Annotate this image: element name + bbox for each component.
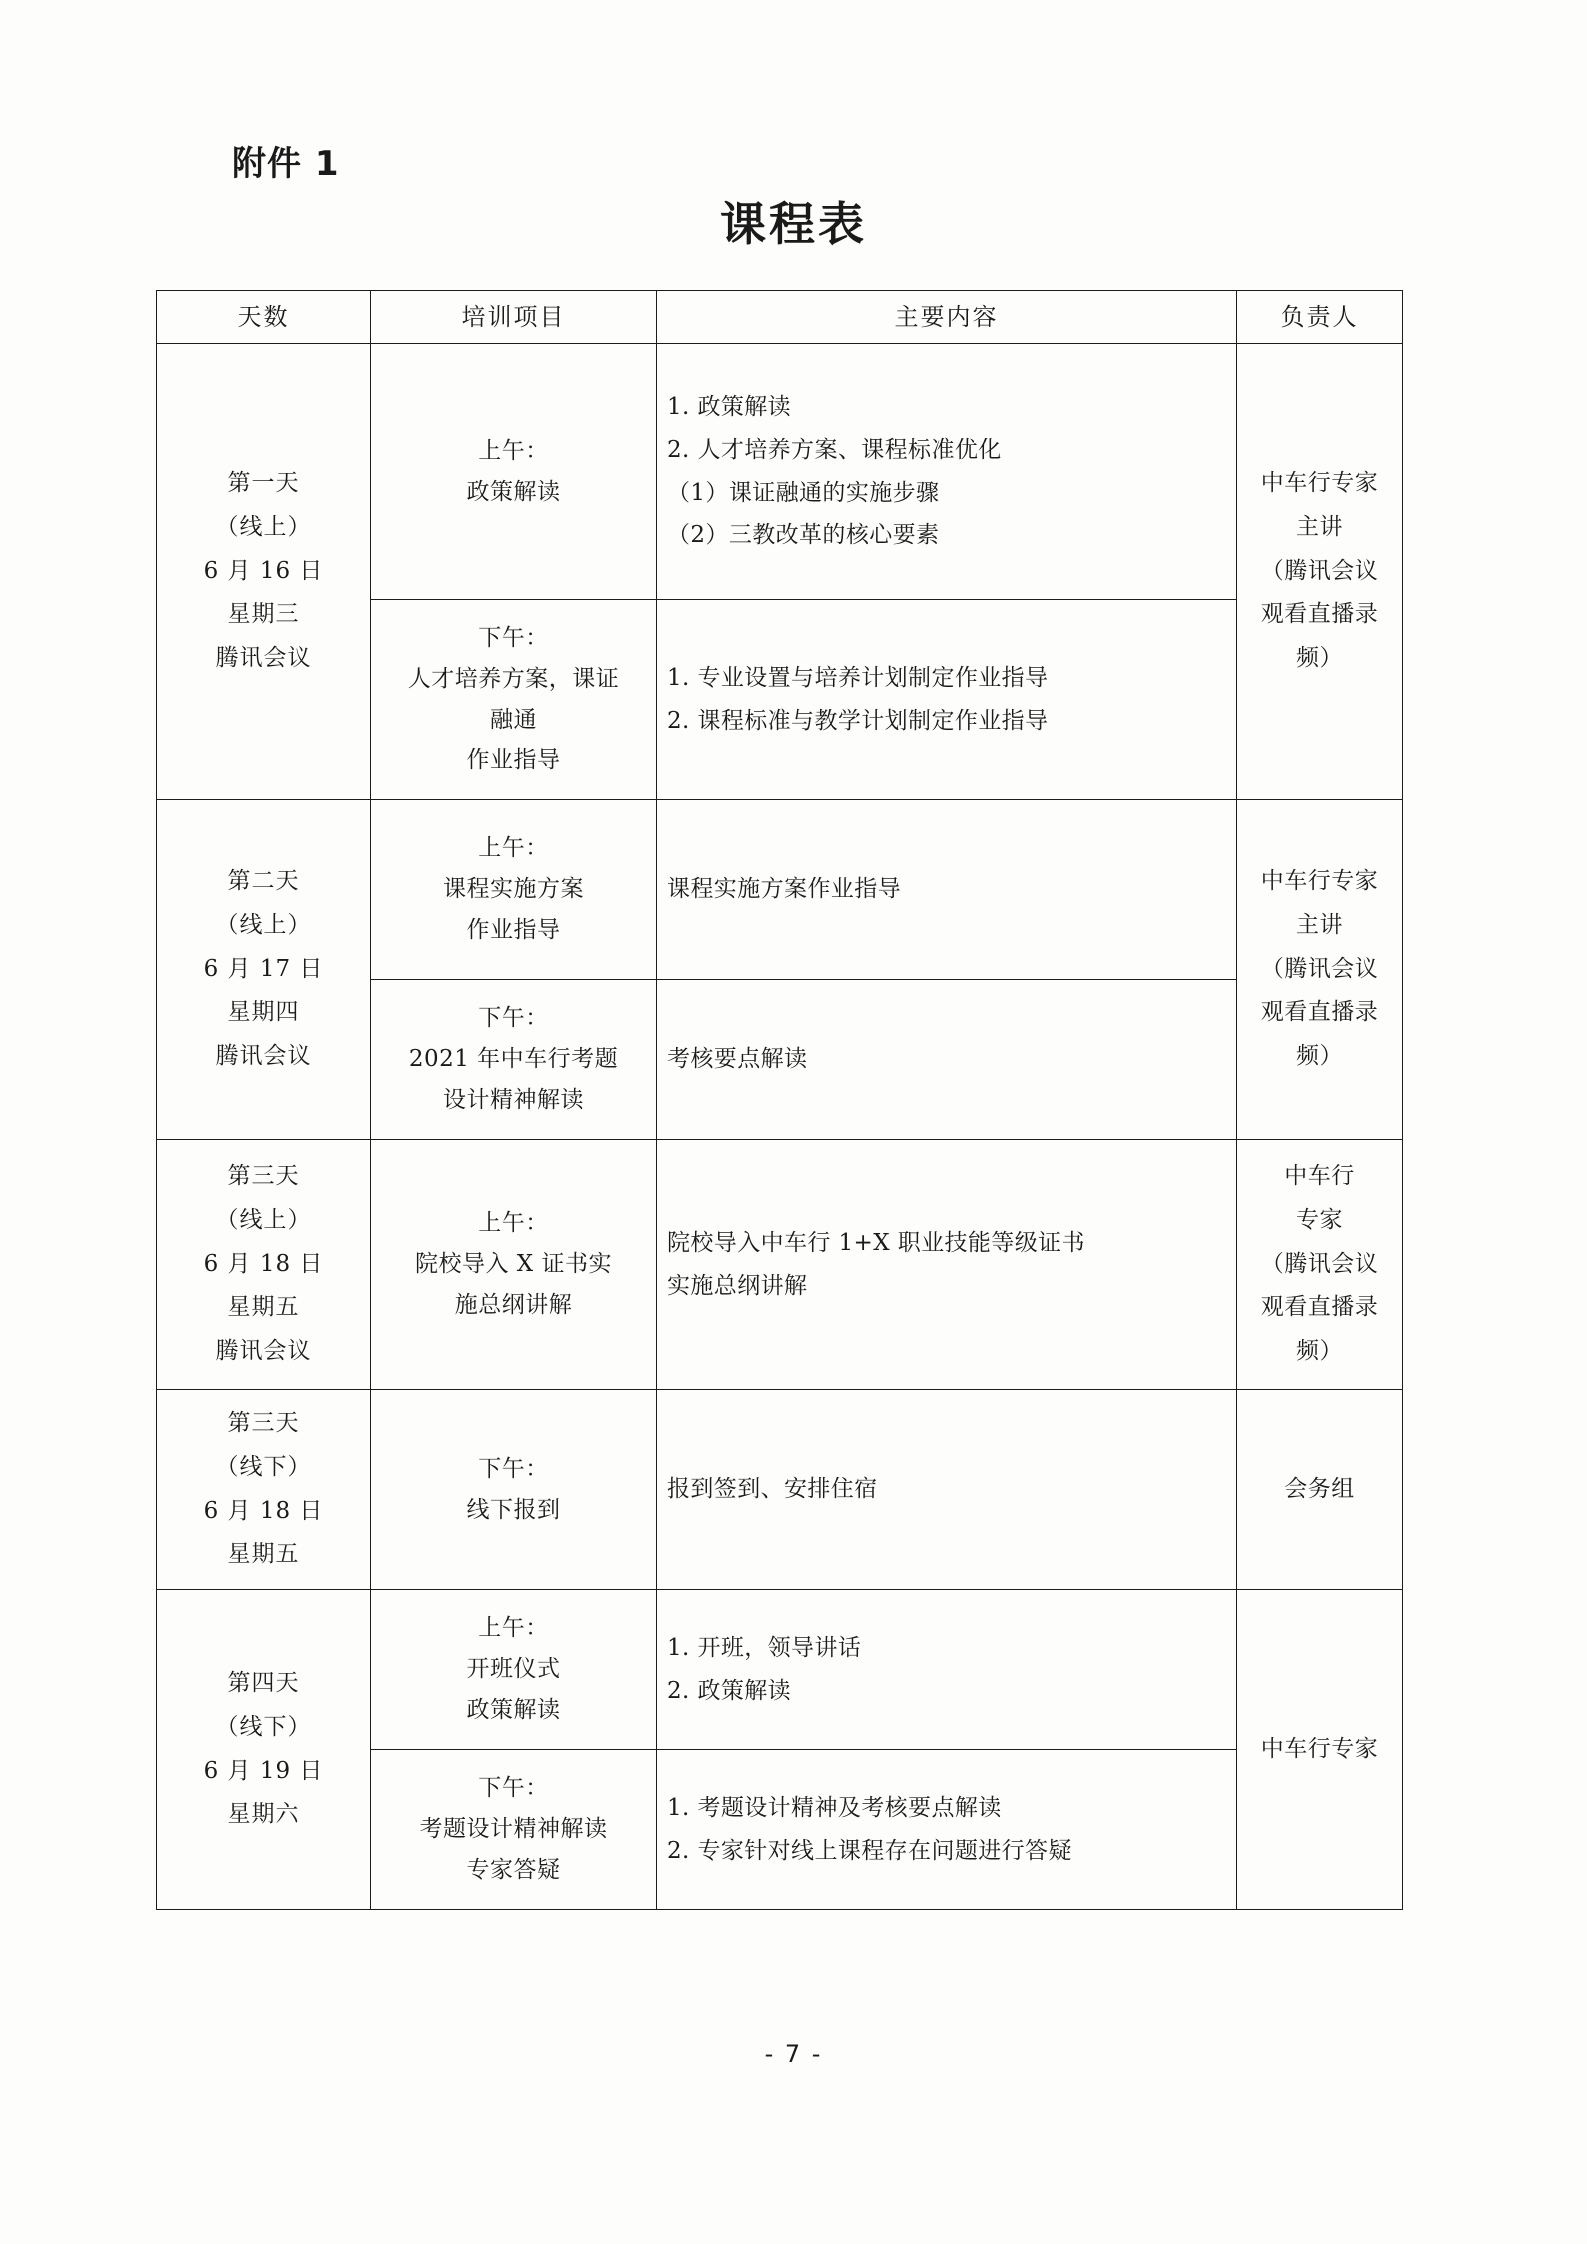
table-row <box>157 1140 1403 1390</box>
cell-training-item-line: 专家答疑 <box>466 1856 561 1883</box>
cell-days-line: （线下） <box>215 1453 312 1480</box>
cell-training-item <box>371 800 657 980</box>
cell-owner-line: 会务组 <box>1284 1475 1355 1502</box>
cell-main-content-line: （1）课证融通的实施步骤 <box>667 479 940 506</box>
cell-days-line: 星期三 <box>227 601 300 628</box>
cell-main-content-line: 1. 开班，领导讲话 <box>667 1634 862 1661</box>
cell-training-item <box>371 980 657 1140</box>
cell-main-content-line: 1. 专业设置与培养计划制定作业指导 <box>667 664 1049 691</box>
cell-training-item-line: 院校导入 X 证书实 <box>415 1251 612 1278</box>
cell-main-content-line: 2. 课程标准与教学计划制定作业指导 <box>667 707 1049 734</box>
cell-training-item-line: 上午： <box>478 1210 549 1237</box>
cell-days-line: 第二天 <box>227 868 300 895</box>
cell-days-line: 星期五 <box>227 1294 300 1321</box>
cell-main-content-line: 2. 政策解读 <box>667 1677 792 1704</box>
cell-training-item-line: 上午： <box>478 437 549 464</box>
cell-main-content <box>657 344 1237 600</box>
cell-days-line: 星期五 <box>227 1541 300 1568</box>
table-header-row <box>157 291 1403 344</box>
cell-owner <box>1237 1140 1403 1390</box>
table-row <box>157 344 1403 600</box>
cell-owner <box>1237 800 1403 1140</box>
cell-days-line: 6 月 18 日 <box>203 1497 324 1524</box>
cell-days-line: 星期六 <box>227 1801 300 1828</box>
cell-main-content-line: 1. 政策解读 <box>667 394 792 421</box>
cell-days-line: 第四天 <box>227 1670 300 1697</box>
page-title: 课程表 <box>720 197 867 251</box>
cell-owner-line: 观看直播录 <box>1260 1294 1379 1321</box>
cell-owner-line: 主讲 <box>1296 513 1343 540</box>
column-header-item: 培训项目 <box>371 291 657 344</box>
cell-training-item <box>371 600 657 800</box>
table-row <box>157 800 1403 980</box>
cell-training-item-line: 下午： <box>478 624 549 651</box>
cell-main-content-line: 考核要点解读 <box>667 1046 808 1073</box>
cell-owner-line: 中车行专家 <box>1260 868 1379 895</box>
cell-training-item-line: 融通 <box>490 706 537 733</box>
cell-training-item-line: 施总纲讲解 <box>454 1291 573 1318</box>
cell-training-item-line: 政策解读 <box>466 1696 561 1723</box>
cell-training-item <box>371 1140 657 1390</box>
cell-owner-line: 中车行专家 <box>1260 1735 1379 1762</box>
cell-owner-line: 观看直播录 <box>1260 601 1379 628</box>
cell-training-item-line: 线下报到 <box>466 1496 561 1523</box>
cell-main-content-line: 院校导入中车行 1+X 职业技能等级证书 <box>667 1229 1085 1256</box>
cell-days-line: 6 月 17 日 <box>203 955 324 982</box>
cell-training-item-line: 下午： <box>478 1775 549 1802</box>
cell-days <box>157 1590 371 1910</box>
cell-owner-line: 频） <box>1296 1043 1343 1070</box>
cell-days-line: 腾讯会议 <box>215 645 312 672</box>
cell-main-content <box>657 980 1237 1140</box>
cell-days-line: （线上） <box>215 513 312 540</box>
cell-training-item <box>371 1390 657 1590</box>
cell-days-line: 6 月 16 日 <box>203 557 324 584</box>
cell-main-content-line: （2）三教改革的核心要素 <box>667 522 940 549</box>
cell-training-item-line: 人才培养方案，课证 <box>407 665 620 692</box>
cell-days-line: 腾讯会议 <box>215 1043 312 1070</box>
cell-owner-line: 中车行 <box>1284 1163 1355 1190</box>
cell-owner <box>1237 1390 1403 1590</box>
column-header-owner: 负责人 <box>1237 291 1403 344</box>
cell-days-line: 第一天 <box>227 470 300 497</box>
table-header <box>157 291 1403 344</box>
cell-owner <box>1237 344 1403 800</box>
cell-days-line: （线上） <box>215 1206 312 1233</box>
cell-training-item-line: 2021 年中车行考题 <box>408 1046 619 1073</box>
cell-days-line: （线下） <box>215 1713 312 1740</box>
cell-main-content <box>657 1590 1237 1750</box>
cell-training-item-line: 政策解读 <box>466 478 561 505</box>
cell-days-line: 6 月 18 日 <box>203 1250 324 1277</box>
cell-owner-line: 频） <box>1296 645 1343 672</box>
cell-training-item-line: 课程实施方案 <box>443 876 584 903</box>
column-header-days: 天数 <box>157 291 371 344</box>
cell-main-content-line: 课程实施方案作业指导 <box>667 876 901 903</box>
cell-owner-line: 主讲 <box>1296 911 1343 938</box>
cell-days-line: 第三天 <box>227 1163 300 1190</box>
cell-main-content-line: 实施总纲讲解 <box>667 1272 808 1299</box>
cell-days-line: 6 月 19 日 <box>203 1757 324 1784</box>
cell-training-item-line: 设计精神解读 <box>443 1086 584 1113</box>
cell-days <box>157 800 371 1140</box>
cell-training-item-line: 下午： <box>478 1005 549 1032</box>
cell-days-line: （线上） <box>215 911 312 938</box>
schedule-table <box>156 290 1403 1910</box>
cell-owner <box>1237 1590 1403 1910</box>
table-row <box>157 1590 1403 1750</box>
attachment-label: 附件 1 <box>232 144 340 184</box>
cell-training-item-line: 上午： <box>478 1615 549 1642</box>
cell-main-content-line: 1. 考题设计精神及考核要点解读 <box>667 1794 1002 1821</box>
cell-training-item-line: 下午： <box>478 1455 549 1482</box>
cell-training-item-line: 作业指导 <box>466 747 561 774</box>
cell-days-line: 腾讯会议 <box>215 1338 312 1365</box>
cell-owner-line: 频） <box>1296 1338 1343 1365</box>
cell-training-item <box>371 344 657 600</box>
cell-main-content <box>657 1390 1237 1590</box>
cell-main-content <box>657 600 1237 800</box>
cell-main-content <box>657 1750 1237 1910</box>
cell-owner-line: 专家 <box>1296 1206 1343 1233</box>
cell-training-item-line: 开班仪式 <box>466 1656 561 1683</box>
cell-training-item-line: 上午： <box>478 835 549 862</box>
cell-training-item-line: 考题设计精神解读 <box>419 1816 608 1843</box>
cell-owner-line: 中车行专家 <box>1260 470 1379 497</box>
page-number: - 7 - <box>764 2040 823 2068</box>
cell-training-item-line: 作业指导 <box>466 916 561 943</box>
cell-main-content <box>657 1140 1237 1390</box>
cell-training-item <box>371 1590 657 1750</box>
cell-owner-line: （腾讯会议 <box>1260 1250 1379 1277</box>
cell-days-line: 星期四 <box>227 999 300 1026</box>
cell-main-content-line: 2. 人才培养方案、课程标准优化 <box>667 436 1002 463</box>
column-header-main: 主要内容 <box>657 291 1237 344</box>
cell-days-line: 第三天 <box>227 1410 300 1437</box>
schedule-table-container <box>156 290 1402 1910</box>
cell-days <box>157 1140 371 1390</box>
cell-main-content <box>657 800 1237 980</box>
cell-main-content-line: 2. 专家针对线上课程存在问题进行答疑 <box>667 1837 1072 1864</box>
cell-days <box>157 1390 371 1590</box>
cell-days <box>157 344 371 800</box>
cell-training-item <box>371 1750 657 1910</box>
cell-owner-line: （腾讯会议 <box>1260 557 1379 584</box>
cell-main-content-line: 报到签到、安排住宿 <box>667 1476 878 1503</box>
table-row <box>157 1390 1403 1590</box>
cell-owner-line: （腾讯会议 <box>1260 955 1379 982</box>
table-body <box>157 344 1403 1910</box>
cell-owner-line: 观看直播录 <box>1260 999 1379 1026</box>
